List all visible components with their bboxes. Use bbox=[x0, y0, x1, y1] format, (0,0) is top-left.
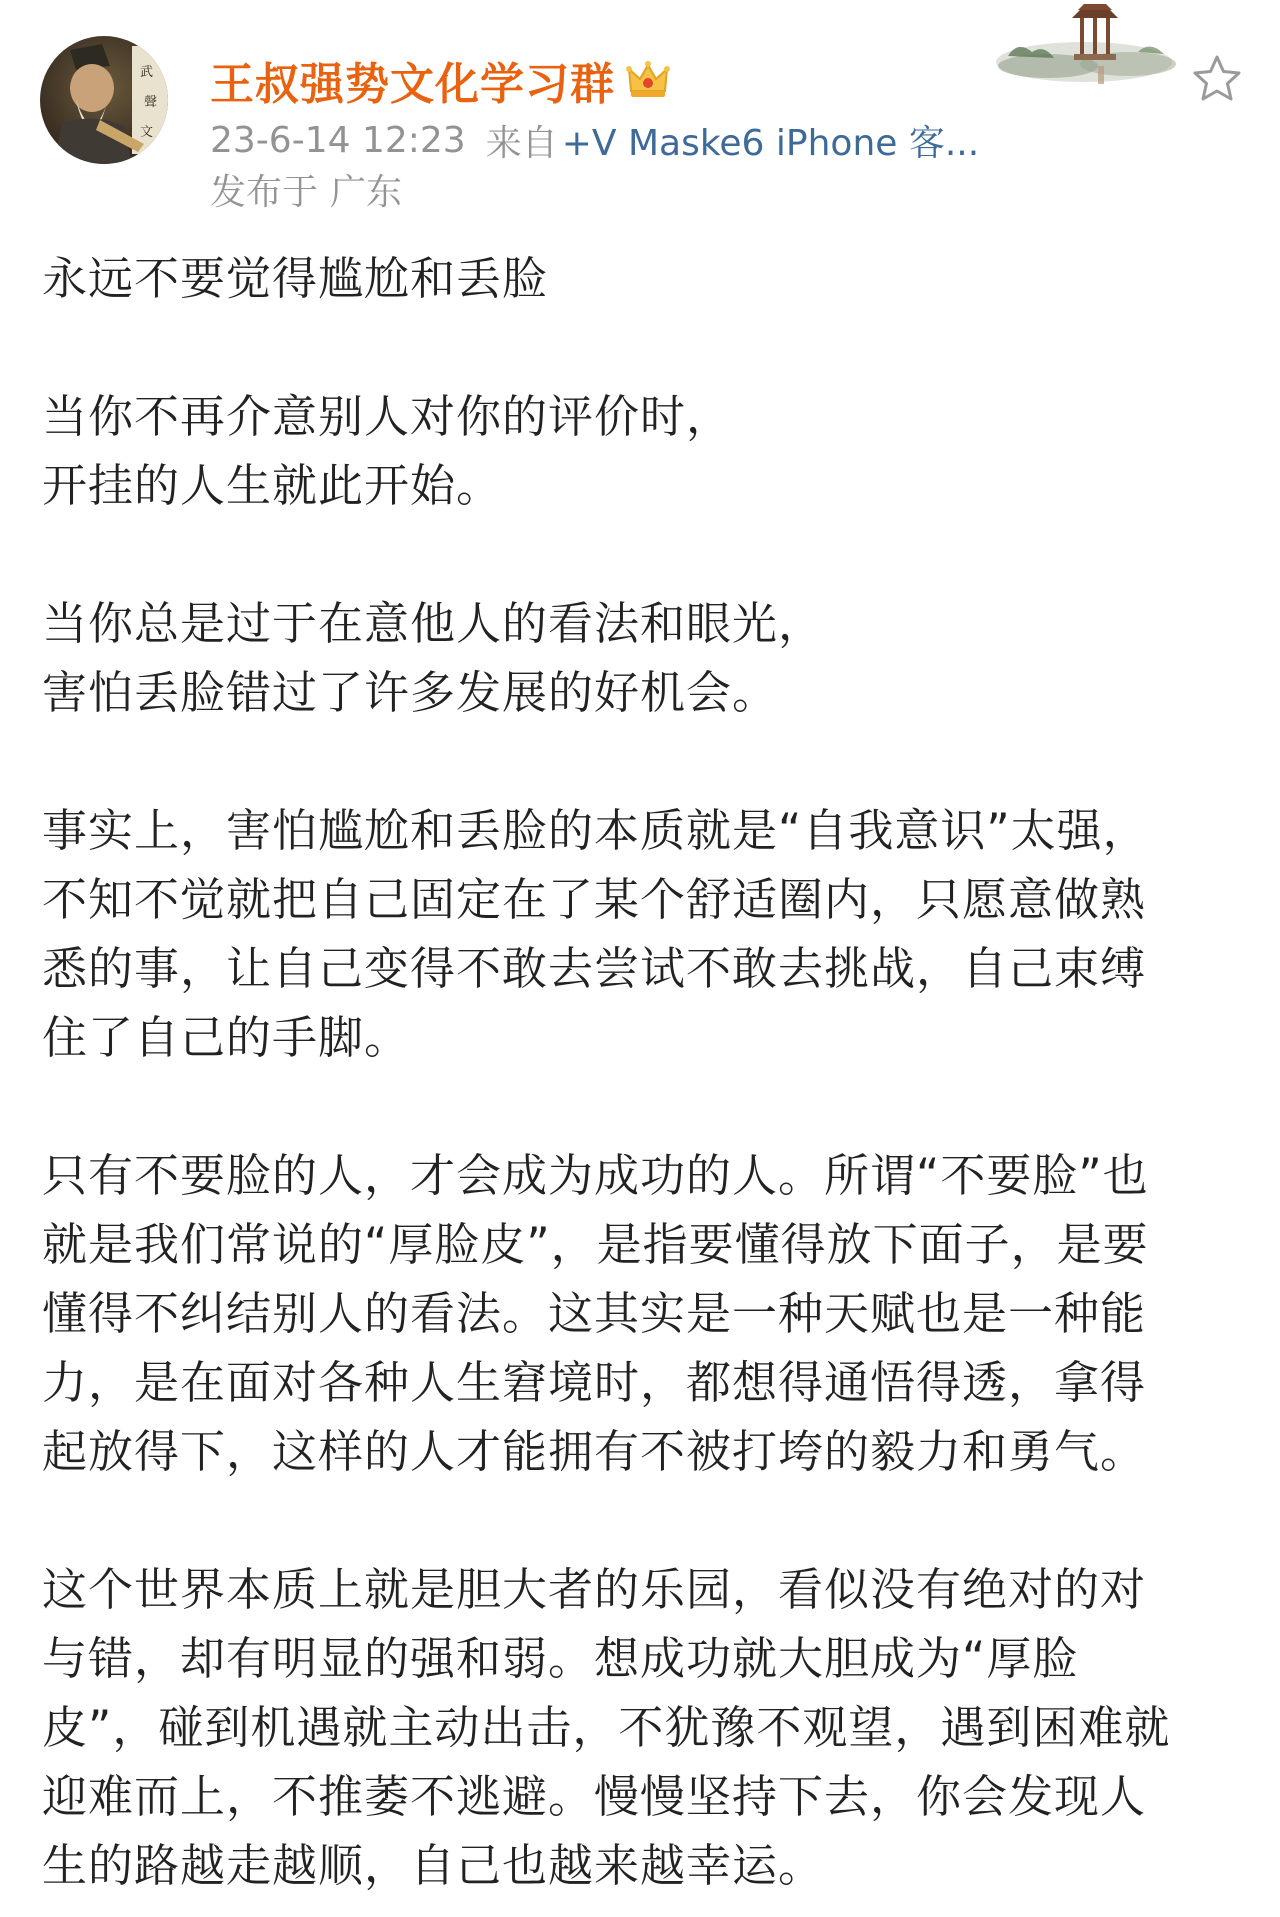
post-meta bbox=[210, 114, 979, 166]
post-line: 皮”，碰到机遇就主动出击，不犹豫不观望，遇到困难就 bbox=[42, 1701, 1171, 1754]
username-row bbox=[210, 50, 671, 110]
post-line: 起放得下，这样的人才能拥有不被打垮的毅力和勇气。 bbox=[42, 1425, 1147, 1478]
post-line: 生的路越走越顺，自己也越来越幸运。 bbox=[42, 1839, 825, 1892]
post-line: 当你不再介意别人对你的评价时， bbox=[42, 390, 733, 443]
post-line: 不知不觉就把自己固定在了某个舒适圈内，只愿意做熟 bbox=[42, 873, 1147, 926]
post-line: 就是我们常说的“厚脸皮”，是指要懂得放下面子，是要 bbox=[42, 1218, 1149, 1271]
avatar-image bbox=[40, 36, 168, 164]
pavilion-landscape-icon bbox=[988, 0, 1188, 92]
avatar[interactable] bbox=[40, 36, 168, 164]
post-header bbox=[0, 0, 1280, 230]
svg-text:聲: 聲 bbox=[144, 95, 158, 110]
post-location bbox=[210, 164, 402, 214]
source-link[interactable]: +V Maske6 iPhone 客... bbox=[561, 122, 980, 164]
post-line: 事实上，害怕尴尬和丢脸的本质就是“自我意识”太强， bbox=[42, 804, 1149, 857]
source-prefix: 来自 bbox=[485, 122, 558, 164]
post-body bbox=[42, 244, 1242, 1900]
location-label: 发布于 bbox=[210, 171, 319, 213]
svg-text:武: 武 bbox=[140, 65, 154, 80]
post-timestamp: 23-6-14 12:23 bbox=[210, 119, 466, 161]
post-line: 当你总是过于在意他人的看法和眼光， bbox=[42, 597, 825, 650]
post-line: 只有不要脸的人，才会成为成功的人。所谓“不要脸”也 bbox=[42, 1149, 1149, 1202]
star-icon[interactable] bbox=[1190, 52, 1244, 106]
crown-icon bbox=[625, 57, 671, 103]
post-line: 害怕丢脸错过了许多发展的好机会。 bbox=[42, 666, 779, 719]
post-line: 懂得不纠结别人的看法。这其实是一种天赋也是一种能 bbox=[42, 1287, 1147, 1340]
post-line: 永远不要觉得尴尬和丢脸 bbox=[42, 252, 549, 305]
post-line: 力，是在面对各种人生窘境时，都想得通悟得透，拿得 bbox=[42, 1356, 1147, 1409]
post-line: 悉的事，让自己变得不敢去尝试不敢去挑战，自己束缚 bbox=[42, 942, 1147, 995]
svg-text:文: 文 bbox=[140, 125, 154, 140]
post-line: 与错，却有明显的强和弱。想成功就大胆成为“厚脸 bbox=[42, 1632, 1079, 1685]
post-line: 住了自己的手脚。 bbox=[42, 1011, 411, 1064]
post-line: 开挂的人生就此开始。 bbox=[42, 459, 503, 512]
post-line: 迎难而上，不推萎不逃避。慢慢坚持下去，你会发现人 bbox=[42, 1770, 1147, 1823]
post-line: 这个世界本质上就是胆大者的乐园，看似没有绝对的对 bbox=[42, 1563, 1147, 1616]
username[interactable]: 王叔强势文化学习群 bbox=[210, 59, 615, 110]
location-value: 广东 bbox=[330, 171, 403, 213]
